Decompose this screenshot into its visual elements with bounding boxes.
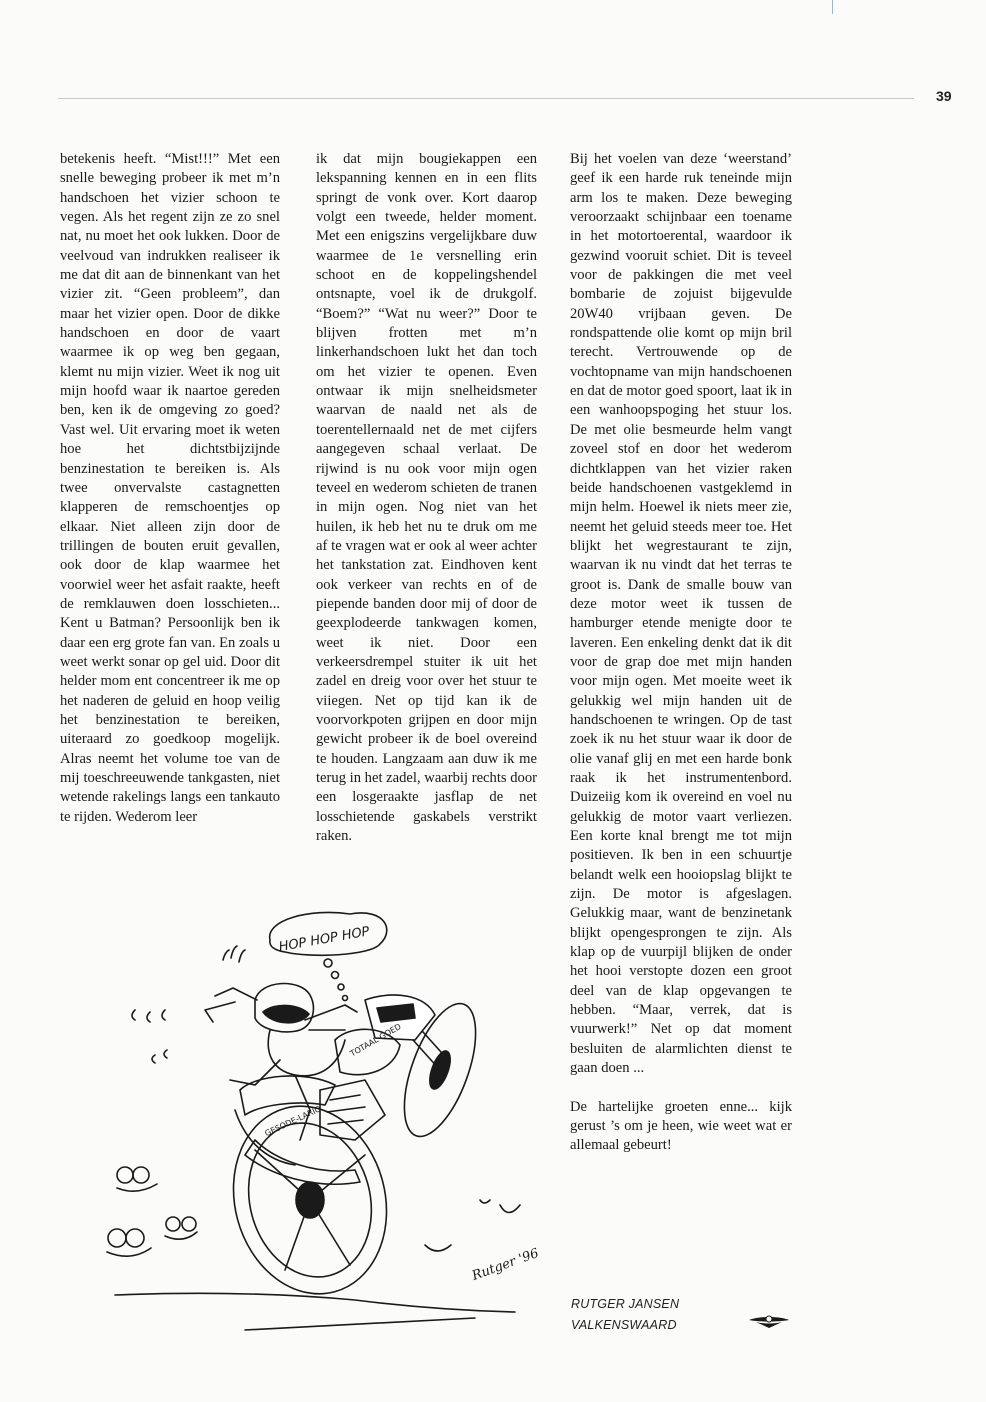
scan-edge-mark [832,0,833,14]
tank-label: TOTAAL GOED [348,1021,403,1059]
author-place: VALKENSWAARD [571,1318,677,1332]
header-rule [58,98,914,99]
artist-signature: Rutger '96 [470,1245,541,1284]
winged-emblem-icon [748,1313,790,1329]
speech-bubble-text: HOP HOP HOP [277,924,371,956]
paragraph: ik dat mijn bougiekappen een lekspanning kennen en in een flits springt de vonk over. Kort daarop volgt een tweede, helder moment. Met een enigszins vergelijkbare duw waarmee de 1e versnelling erin schoot en de koppelingshendel ontsnapte, voel ik de drukgolf. “Boem?” “Wat nu weer?” Door te blijven frotten met m’n linkerhandschoen lukt het dan toch om het vizier te openen. Even ontwaar ik mijn snelheidsmeter waarvan de naald net als de toerentellernaald net de met cijfers aangegeven schaal verlaat. De rijwind is nu ook voor mijn ogen teveel en wederom schieten de tranen in mijn ogen. Nog niet van het huilen, ik heb het nu te druk om me af te vragen wat er ook al weer achter het tankstation zat. Eindhoven kent ook verkeer van rechts en of de piepende banden door mij of door de geexplodeerde tankwagen komen, weet ik niet. Door een verkeersdrempel stuiter ik uit het zadel en dreig voor over het stuur te viiegen. Net op tijd kan ik de voorvorkpoten grijpen en door mijn gewicht probeer ik de boel overeind te houden. Langzaam aan duw ik me terug in het zadel, waarbij rechts door een losgeraakte jasflap de net losschietende gaskabels verstrikt raken. [316,151,537,845]
author-byline [571,1294,679,1336]
text-column-2 [316,150,537,846]
closing-paragraph: De hartelijke groeten enne... kijk gerust ’s om je heen, wie weet wat er allemaal gebeurt! [570,1098,792,1154]
motorcycle-cartoon-illustration [95,900,555,1345]
author-name: RUTGER JANSEN [571,1297,680,1311]
page-number: 39 [936,88,952,104]
text-column-1 [60,150,280,827]
paragraph: Bij het voelen van deze ‘weerstand’ geef ik een harde ruk teneinde mijn arm los te maken. Deze beweging veroorzaakt schijnbaar een toename in het motortoerental, waardoor ik gezwind vooruit schiet. Dit is teveel voor de pakkingen die met veel bombarie de zojuist bijgevulde 20W40 vrijbaan geven. De rondspattende olie komt op mijn bril terecht. Vertrouwende op de vochtopname van mijn handschoenen en dat de motor goed spoort, laat ik in een wanhoopspoging het stuur los. De met olie besmeurde helm vangt zoveel stof en door het wederom dichtklappen van het vizier raken beide handschoenen vastgeklemd in mijn helm. Hoewel ik niets meer zie, neemt het geluid steeds meer toe. Het blijkt het wegrestaurant te zijn, waarvan ik nu vindt dat het terras te groot is. Dank de smalle bouw van deze motor weet ik tussen de hamburger etende menigte door te laveren. Een enkeling denkt dat ik dit voor de grap doe met mijn handen voor mijn ogen. Met moeite weet ik gelukkig wel mijn handen uit de handschoenen te wringen. Op de tast zoek ik nu het stuur waar ik door de olie vanaf glij en met een harde bonk raak ik het instrumentenbord. Duizeiig kom ik overeind en voel nu gelukkig de motor vaart verliezen. Een korte knal brengt me tot mijn positieven. Ik ben in een schuurtje belandt welk een hooiopslag blijkt te zijn. De motor is afgeslagen. Gelukkig maar, want de benzinetank blijkt opengesprongen te zijn. Als klap op de vuurpijl blijken de onder het hooi verstopte dozen een groot deel van de klap opgevangen te hebben. “Maar, verrek, dat is vuurwerk!” Net op dat moment besluiten de alarmlichten dienst te gaan doen ... [570,151,792,1077]
text-column-3 [570,150,792,1156]
paragraph: betekenis heeft. “Mist!!!” Met een snelle beweging probeer ik met m’n handschoen het vizier schoon te vegen. Als het regent zijn ze zo snel nat, nu moet het ook lukken. Door de veelvoud van indrukken realiseer ik me dat dit aan de binnenkant van het vizier zit. “Geen probleem”, dan maar het vizier open. Door de dikke handschoen en door de vaart waarmee ik op weg ben gegaan, klemt nu mijn vizier. Weet ik nog uit mijn hoofd waar ik naartoe gereden ben, ken ik de omgeving zo goed? Vast wel. Uit ervaring moet ik weten hoe het dichtstbijzijnde benzinestation te bereiken is. Als twee onvervalste castagnetten klapperen de remschoentjes op elkaar. Niet alleen zijn door de trillingen de bouten eruit gevallen, ook door de klap waarmee het voorwiel weer het asfait raakte, heeft de remklauwen doen losschieten... Kent u Batman? Persoonlijk ben ik daar een erg grote fan van. En zoals u weet werkt sonar op gel uid. Door dit helder mom ent concentreer ik me op het naderen de geluid en hoop veilig het benzinestation te bereiken, uiteraard zo goedkoop mogelijk. Alras neemt het volume toe van de mij toeschreeuwende tankgasten, niet wetende rakelings langs een tankauto te rijden. Wederom leer [60,151,280,825]
fairing-label: GESODE-LARIO [263,1104,323,1139]
